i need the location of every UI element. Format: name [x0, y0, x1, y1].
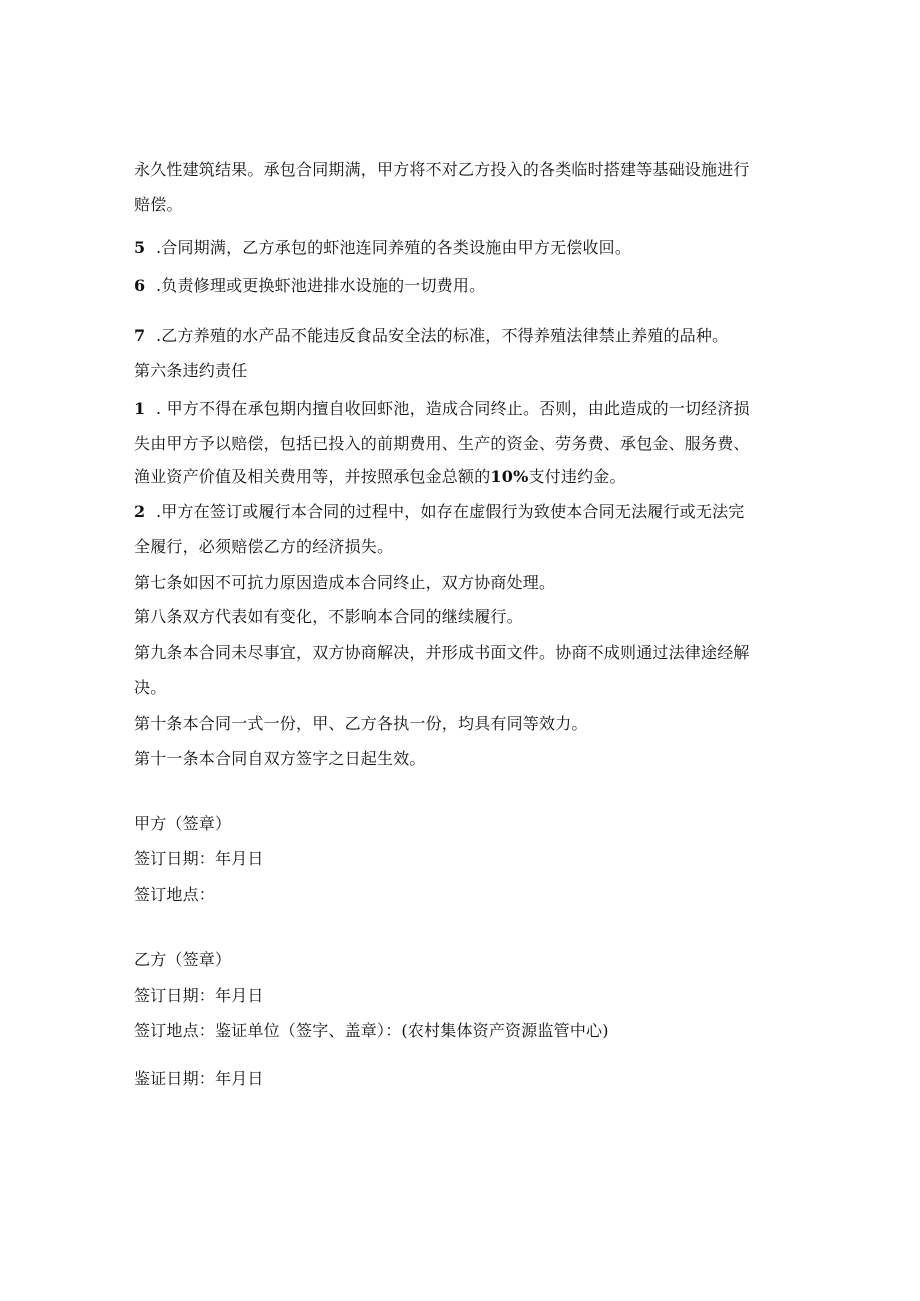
article-8: 第八条双方代表如有变化，不影响本合同的继续履行。	[134, 607, 523, 626]
article-10: 第十条本合同一式一份，甲、乙方各执一份，均具有同等效力。	[134, 714, 588, 733]
item-text: .合同期满，乙方承包的虾池连同养殖的各类设施由甲方无偿收回。	[156, 238, 632, 257]
item-number: 6	[134, 276, 146, 295]
paragraph-line: 赔偿。	[134, 195, 183, 214]
paragraph-line	[134, 466, 626, 488]
party-b-sign-place: 签订地点：鉴证单位（签字、盖章）：(农村集体资产资源监管中心)	[134, 1021, 609, 1040]
verification-date: 鉴证日期：年月日	[134, 1069, 264, 1088]
paragraph-line: 失由甲方予以赔偿，包括已投入的前期费用、生产的资金、劳务费、承包金、服务费、	[134, 434, 750, 453]
item-number: 5	[134, 238, 146, 257]
item-text: . 甲方不得在承包期内擅自收回虾池，造成合同终止。否则，由此造成的一切经济损	[156, 399, 750, 418]
party-a-sign-place: 签订地点：	[134, 885, 216, 904]
party-a-signature: 甲方（签章）	[134, 814, 232, 833]
paragraph-line: 全履行，必须赔偿乙方的经济损失。	[134, 537, 394, 556]
party-a-sign-date: 签订日期：年月日	[134, 849, 264, 868]
item-number: 1	[134, 399, 146, 418]
item-text: .乙方养殖的水产品不能违反食品安全法的标准，不得养殖法律禁止养殖的品种。	[156, 326, 729, 345]
item-number: 2	[134, 502, 146, 521]
article-9: 第九条本合同未尽事宜，双方协商解决，并形成书面文件。协商不成则通过法律途经解	[134, 643, 750, 662]
party-b-signature: 乙方（签章）	[134, 950, 232, 969]
paragraph-line: 永久性建筑结果。承包合同期满，甲方将不对乙方投入的各类临时搭建等基础设施进行	[134, 160, 750, 179]
clause-item-7	[134, 325, 728, 347]
clause-item-6	[134, 275, 485, 297]
paragraph-line: 决。	[134, 678, 167, 697]
item-text: .甲方在签订或履行本合同的过程中，如存在虚假行为致使本合同无法履行或无法完	[156, 502, 745, 521]
article-heading: 第六条违约责任	[134, 361, 248, 380]
clause-item-2	[134, 501, 745, 523]
clause-item-5	[134, 237, 631, 259]
item-number: 7	[134, 326, 146, 345]
article-11: 第十一条本合同自双方签字之日起生效。	[134, 749, 426, 768]
clause-item-1	[134, 398, 750, 420]
text-run: 支付违约金。	[528, 467, 626, 486]
text-run: 渔业资产价值及相关费用等，并按照承包金总额的	[134, 467, 491, 486]
item-text: .负责修理或更换虾池进排水设施的一切费用。	[156, 276, 486, 295]
article-7: 第七条如因不可抗力原因造成本合同终止，双方协商处理。	[134, 573, 556, 592]
percentage: 10%	[490, 467, 529, 486]
party-b-sign-date: 签订日期：年月日	[134, 986, 264, 1005]
